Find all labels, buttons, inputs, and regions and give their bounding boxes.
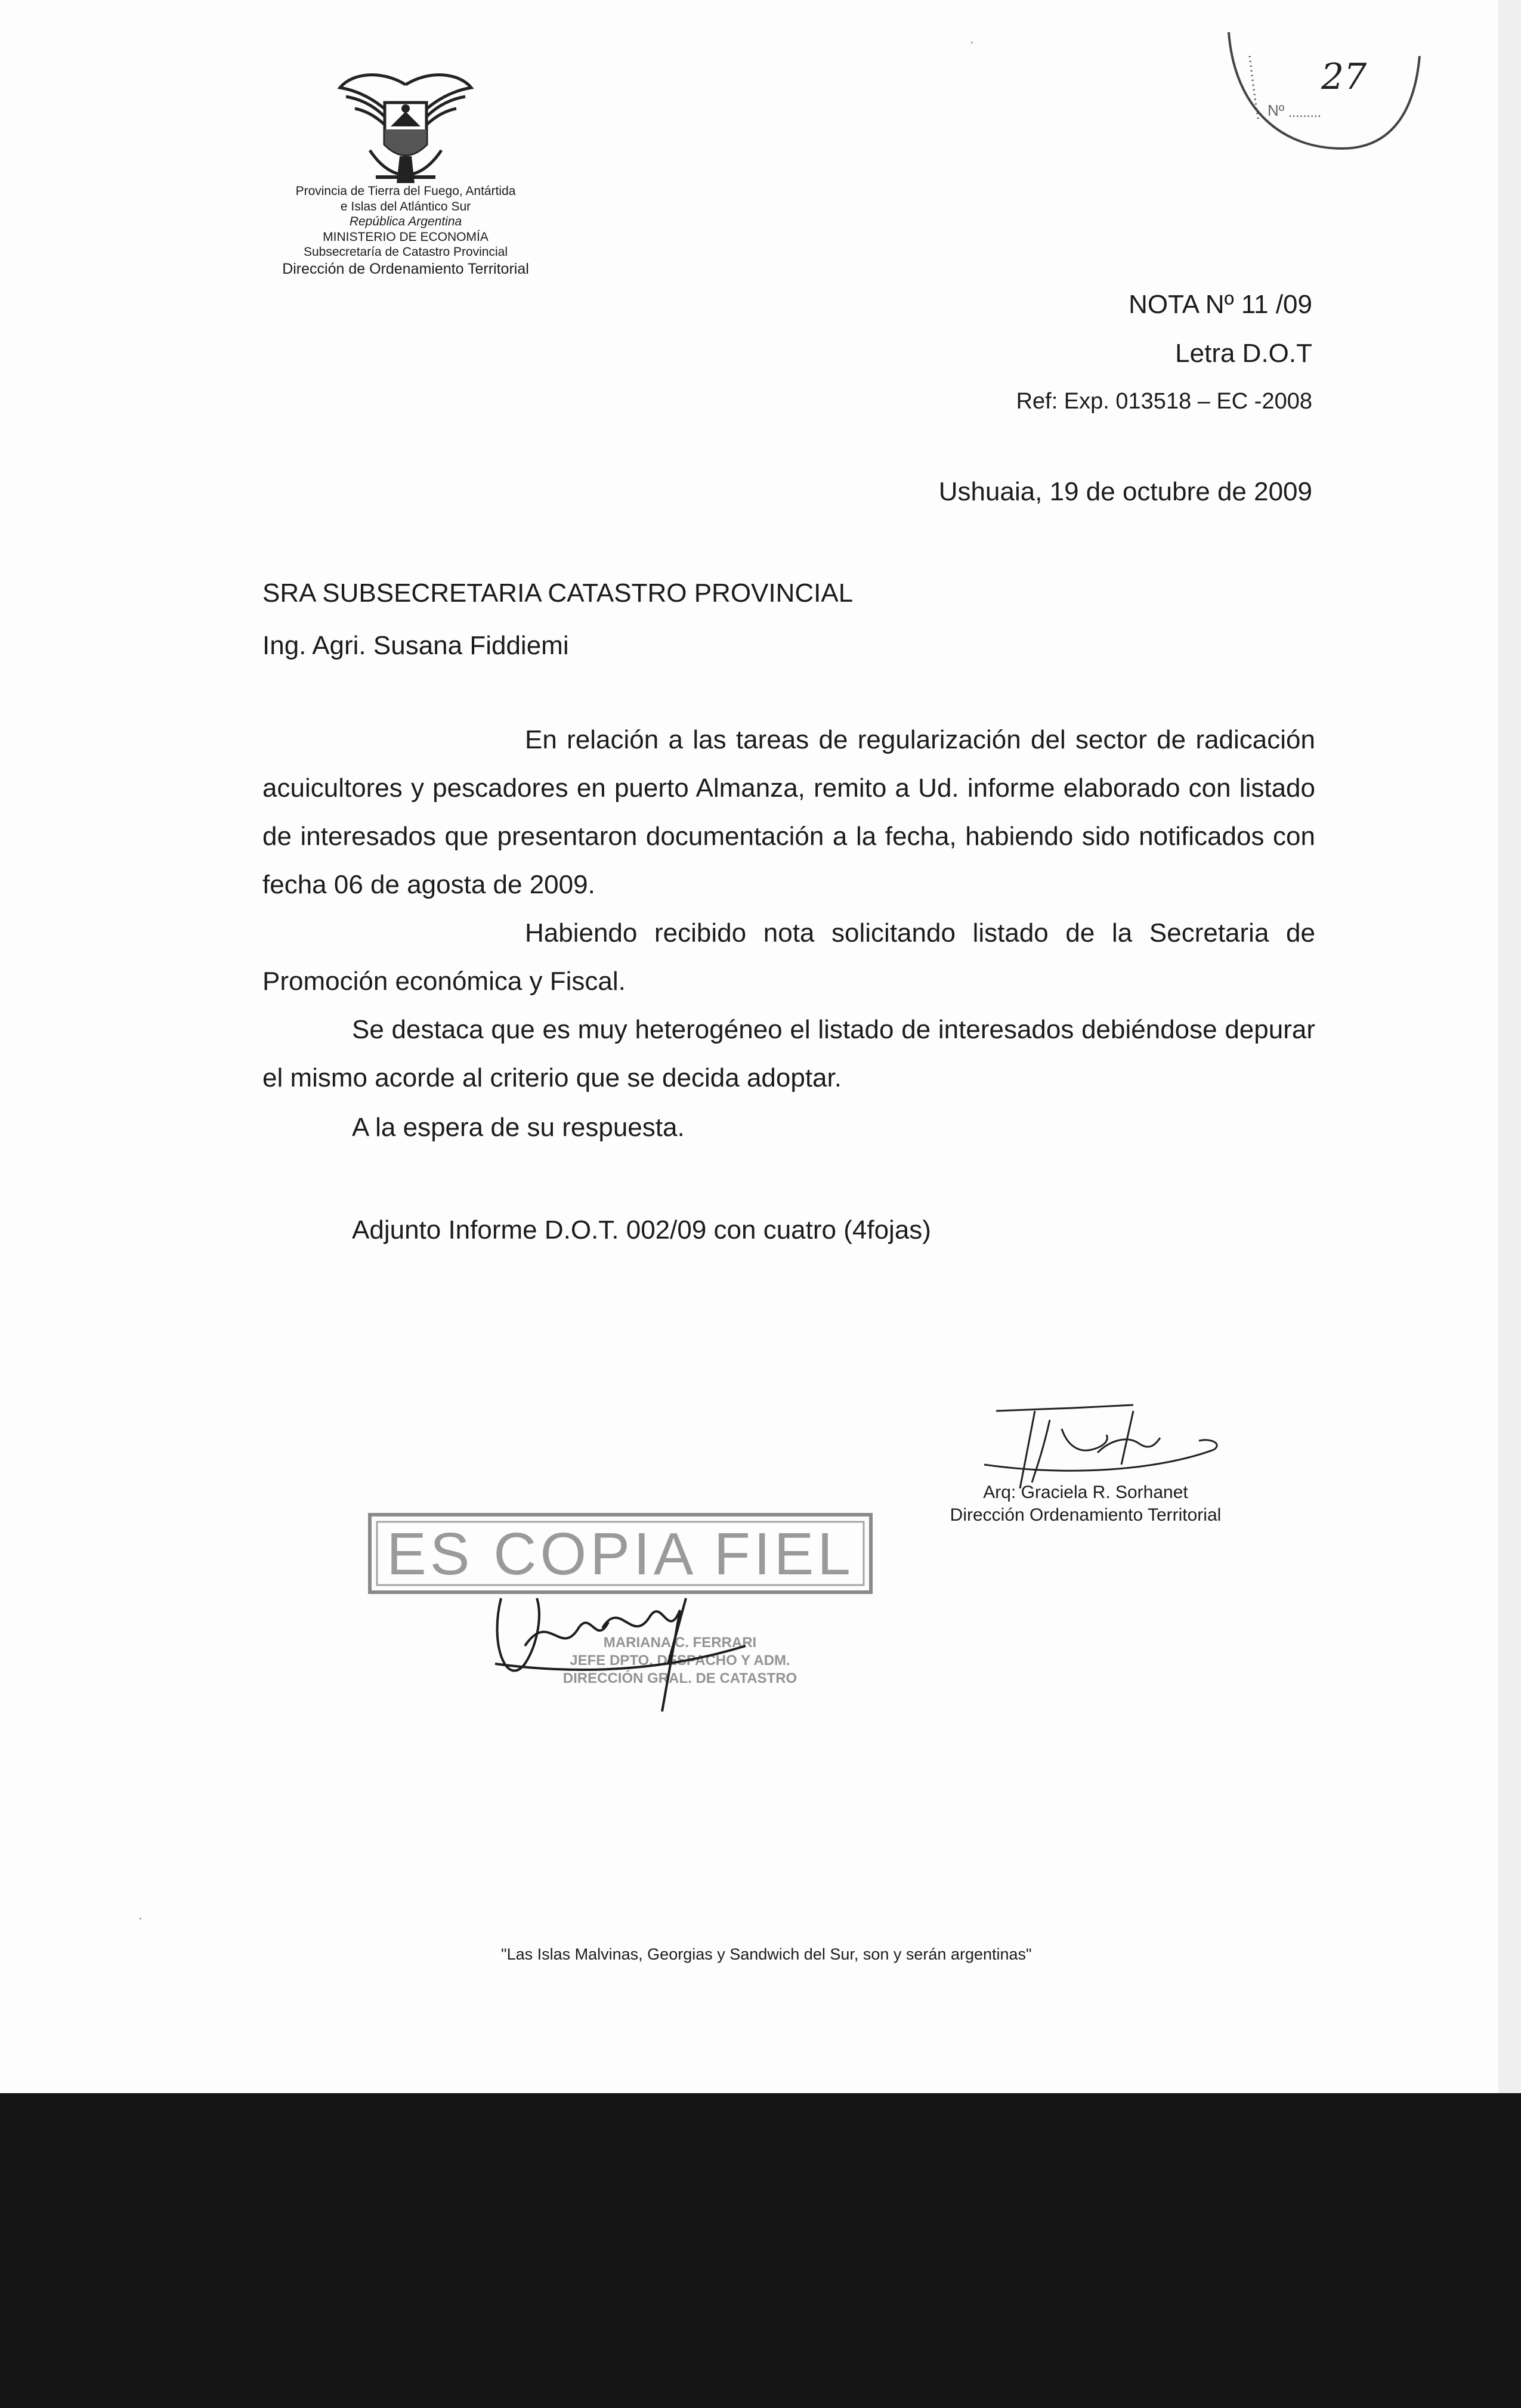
copy-stamp-line: JEFE DPTO. DESPACHO Y ADM. — [570, 1652, 790, 1669]
folio-stamp-icon — [1217, 20, 1426, 163]
scan-edge — [1498, 0, 1521, 2093]
signatory-title: Dirección Ordenamiento Territorial — [950, 1505, 1222, 1525]
letterhead-line: MINISTERIO DE ECONOMÍA — [323, 230, 489, 244]
date-line: Ushuaia, 19 de octubre de 2009 — [938, 477, 1312, 506]
svg-text:ES COPIA FIEL: ES COPIA FIEL — [387, 1521, 854, 1587]
body-paragraph: A la espera de su respuesta. — [352, 1113, 685, 1142]
letterhead-line: Provincia de Tierra del Fuego, Antártida — [295, 184, 516, 198]
letterhead — [251, 184, 561, 278]
letterhead-line: Dirección de Ordenamiento Territorial — [282, 261, 529, 278]
note-number: NOTA Nº 11 /09 — [1129, 290, 1312, 319]
letterhead-line: e Islas del Atlántico Sur — [340, 199, 471, 213]
attachment-line: Adjunto Informe D.O.T. 002/09 con cuatro (4fojas) — [352, 1215, 931, 1245]
handwritten-signature — [978, 1393, 1229, 1494]
certifier-signature — [489, 1574, 752, 1717]
body-paragraph: Habiendo recibido nota solicitando listado de la Secretaria de Promoción económica y Fiscal. — [262, 918, 1315, 996]
letterhead-line: Subsecretaría de Catastro Provincial — [304, 245, 508, 259]
scan-speck: · — [970, 36, 974, 49]
svg-text:27: 27 — [1321, 56, 1367, 98]
file-reference: Ref: Exp. 013518 – EC -2008 — [1016, 389, 1312, 414]
copy-stamp-line: DIRECCIÓN GRAL. DE CATASTRO — [562, 1670, 797, 1686]
footer-motto: "Las Islas Malvinas, Georgias y Sandwich del Sur, son y serán argentinas" — [501, 1945, 1032, 1963]
provincial-crest-icon — [334, 67, 477, 192]
body-paragraph: Se destaca que es muy heterogéneo el listado de interesados debiéndose depurar el mismo acorde al criterio que se decida adoptar. — [262, 1015, 1315, 1092]
svg-text:Nº: Nº — [1268, 101, 1285, 119]
copy-stamp-line: MARIANA C. FERRARI — [603, 1635, 757, 1651]
letterhead-line: República Argentina — [349, 215, 462, 229]
note-letter: Letra D.O.T — [1175, 339, 1312, 368]
addressee-title: SRA SUBSECRETARIA CATASTRO PROVINCIAL — [262, 578, 854, 608]
svg-text:.........: ......... — [1288, 105, 1322, 120]
body-paragraph: En relación a las tareas de regularización del sector de radicación acuicultores y pescadores en puerto Almanza, remito a Ud. informe elaborado con listado de interesados que presentaron documentación a la fecha, habiendo sido notificados con fecha 06 de agosta de 2009. — [262, 725, 1315, 899]
scanner-background — [0, 2093, 1521, 2408]
addressee-name: Ing. Agri. Susana Fiddiemi — [262, 631, 569, 660]
signatory-block — [907, 1481, 1265, 1527]
scan-speck: · — [138, 1912, 143, 1925]
signatory-name: Arq: Graciela R. Sorhanet — [983, 1482, 1188, 1502]
